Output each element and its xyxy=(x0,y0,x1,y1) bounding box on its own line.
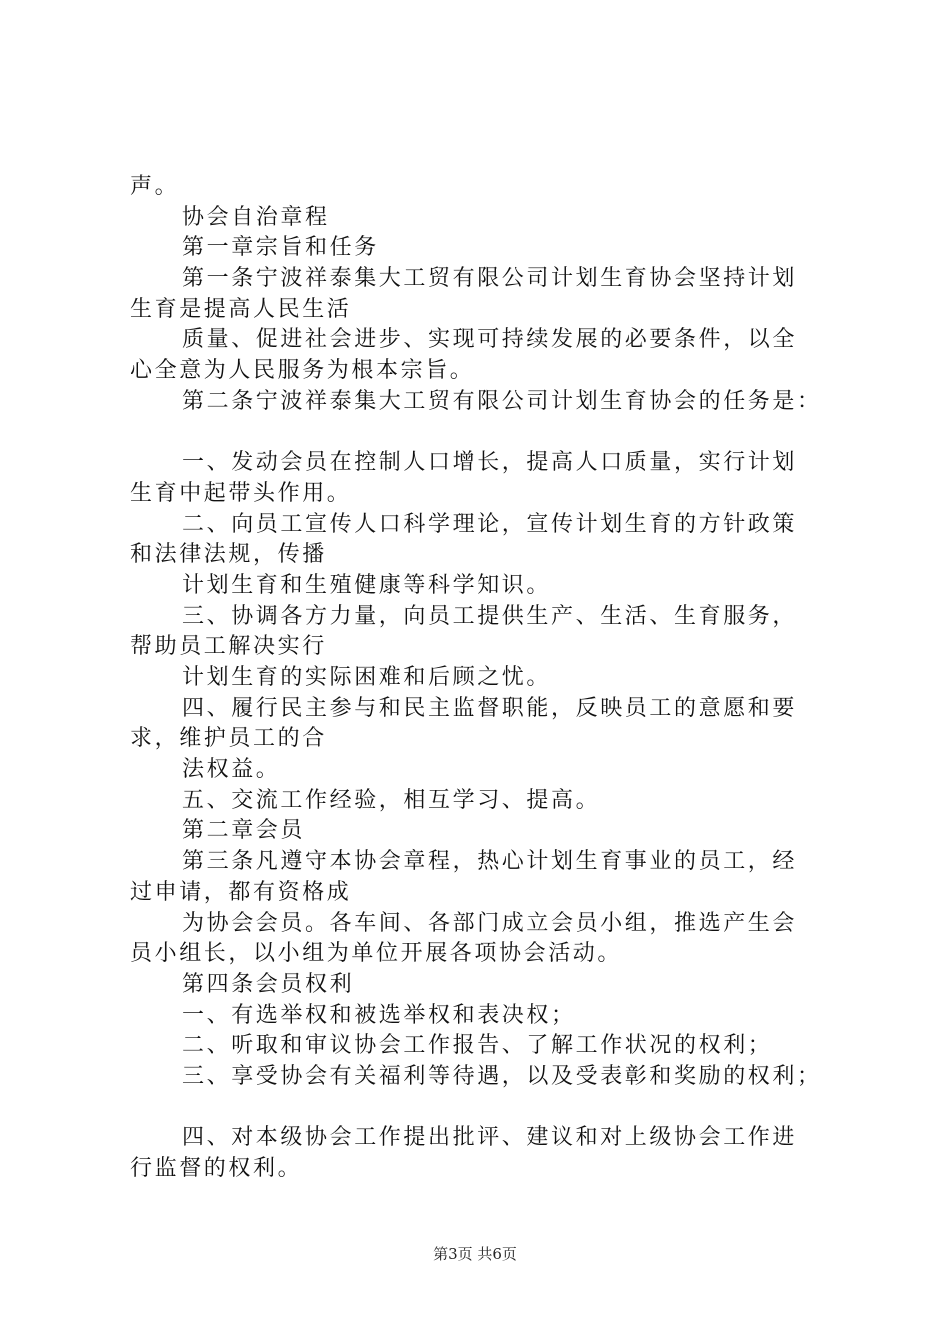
text-line: 员小组长，以小组为单位开展各项协会活动。 xyxy=(130,941,623,967)
text-line: 第三条凡遵守本协会章程，热心计划生育事业的员工，经 xyxy=(182,849,798,875)
text-line: 四、履行民主参与和民主监督职能，反映员工的意愿和要 xyxy=(182,695,798,721)
text-line: 三、协调各方力量，向员工提供生产、生活、生育服务， xyxy=(182,603,798,629)
text-line: 帮助员工解决实行 xyxy=(130,634,327,660)
text-line: 第二条宁波祥泰集大工贸有限公司计划生育协会的任务是： xyxy=(182,388,822,414)
text-line: 二、听取和审议协会工作报告、了解工作状况的权利； xyxy=(182,1033,773,1059)
text-line: 过申请，都有资格成 xyxy=(130,879,352,905)
text-line: 法权益。 xyxy=(182,757,281,783)
text-line: 四、对本级协会工作提出批评、建议和对上级协会工作进 xyxy=(182,1125,798,1151)
text-line: 五、交流工作经验，相互学习、提高。 xyxy=(182,787,601,813)
text-line: 计划生育和生殖健康等科学知识。 xyxy=(182,572,552,598)
text-line: 声。 xyxy=(130,174,180,199)
text-line: 一、发动会员在控制人口增长，提高人口质量，实行计划 xyxy=(182,450,798,476)
text-line: 第二章会员 xyxy=(182,818,306,844)
text-line: 二、向员工宣传人口科学理论，宣传计划生育的方针政策 xyxy=(182,511,798,537)
text-line: 第一章宗旨和任务 xyxy=(182,235,379,261)
text-line: 第一条宁波祥泰集大工贸有限公司计划生育协会坚持计划 xyxy=(182,266,798,292)
text-line: 一、有选举权和被选举权和表决权； xyxy=(182,1002,576,1028)
document-body xyxy=(130,172,850,1185)
text-line: 质量、促进社会进步、实现可持续发展的必要条件，以全 xyxy=(182,327,798,353)
text-line: 生育是提高人民生活 xyxy=(130,296,352,322)
text-line: 和法律法规，传播 xyxy=(130,542,327,568)
text-line: 求，维护员工的合 xyxy=(130,726,327,752)
blank-line xyxy=(130,1093,850,1124)
text-line: 计划生育的实际困难和后顾之忧。 xyxy=(182,665,552,690)
text-line: 心全意为人民服务为根本宗旨。 xyxy=(130,358,475,384)
page-footer: 第3页 共6页 xyxy=(433,1245,517,1263)
text-line: 为协会会员。各车间、各部门成立会员小组，推选产生会 xyxy=(182,910,798,936)
text-line: 行监督的权利。 xyxy=(130,1156,303,1181)
text-line: 生育中起带头作用。 xyxy=(130,480,352,506)
text-line: 三、享受协会有关福利等待遇，以及受表彰和奖励的权利； xyxy=(182,1063,822,1089)
text-line: 第四条会员权利 xyxy=(182,971,355,997)
text-line: 协会自治章程 xyxy=(182,204,330,230)
blank-line xyxy=(130,418,850,449)
